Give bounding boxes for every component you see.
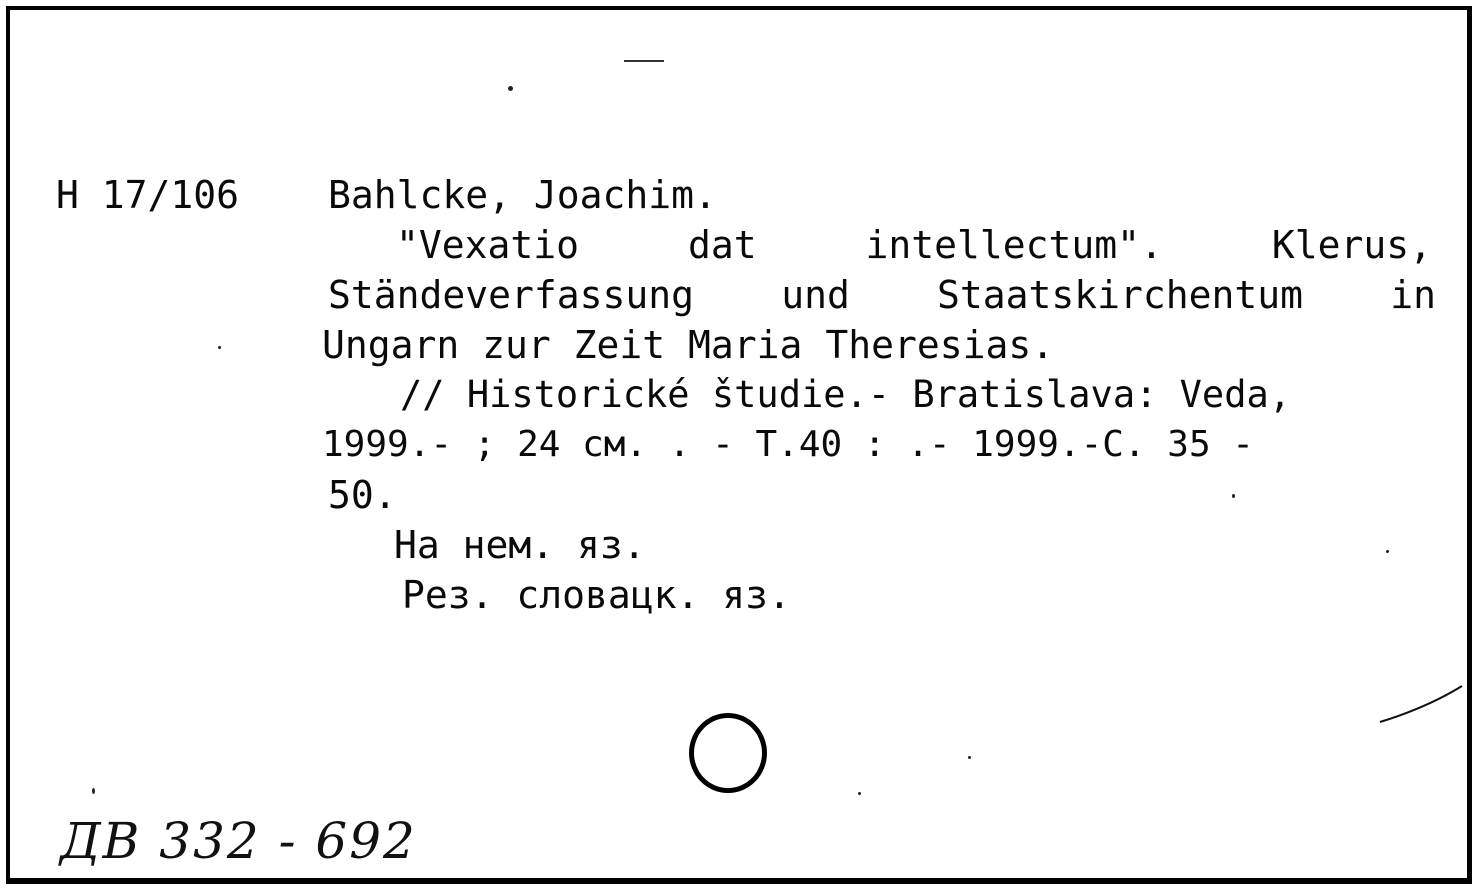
source-line-2: 1999.- ; 24 см. . - T.40 : .- 1999.-C. 35 - [322, 424, 1254, 465]
author-heading: Bahlcke, Joachim. [328, 173, 717, 217]
scan-speck [1386, 550, 1389, 553]
source-line-1: // Historické študie.- Bratislava: Veda, [400, 373, 1292, 416]
title-word: Staatskirchentum [937, 273, 1304, 317]
summary-note: Рез. словацк. яз. [402, 573, 791, 617]
title-word: Klerus, [1271, 223, 1432, 267]
title-line-1 [396, 220, 1432, 270]
source-line-3: 50. [328, 473, 397, 517]
pencil-stroke [1376, 680, 1466, 730]
scan-speck [968, 756, 971, 759]
call-number: H 17/106 [56, 173, 240, 217]
scan-speck [218, 346, 221, 349]
title-line-2 [328, 270, 1436, 320]
scan-mark [624, 60, 664, 62]
language-note: На нем. яз. [394, 523, 646, 567]
title-line-3: Ungarn zur Zeit Maria Theresias. [322, 323, 1055, 367]
punch-hole [689, 713, 767, 793]
title-word: und [781, 273, 850, 317]
title-word: dat [687, 223, 757, 267]
title-word: intellectum". [865, 223, 1163, 267]
scan-speck [1232, 494, 1235, 498]
scan-speck [858, 792, 861, 795]
title-word: "Vexatio [396, 223, 580, 267]
title-word: in [1390, 273, 1436, 317]
handwritten-accession-number: ДВ 332 - 692 [60, 812, 417, 870]
scan-speck [92, 788, 95, 794]
title-word: Ständeverfassung [328, 273, 695, 317]
scan-speck [508, 86, 513, 91]
